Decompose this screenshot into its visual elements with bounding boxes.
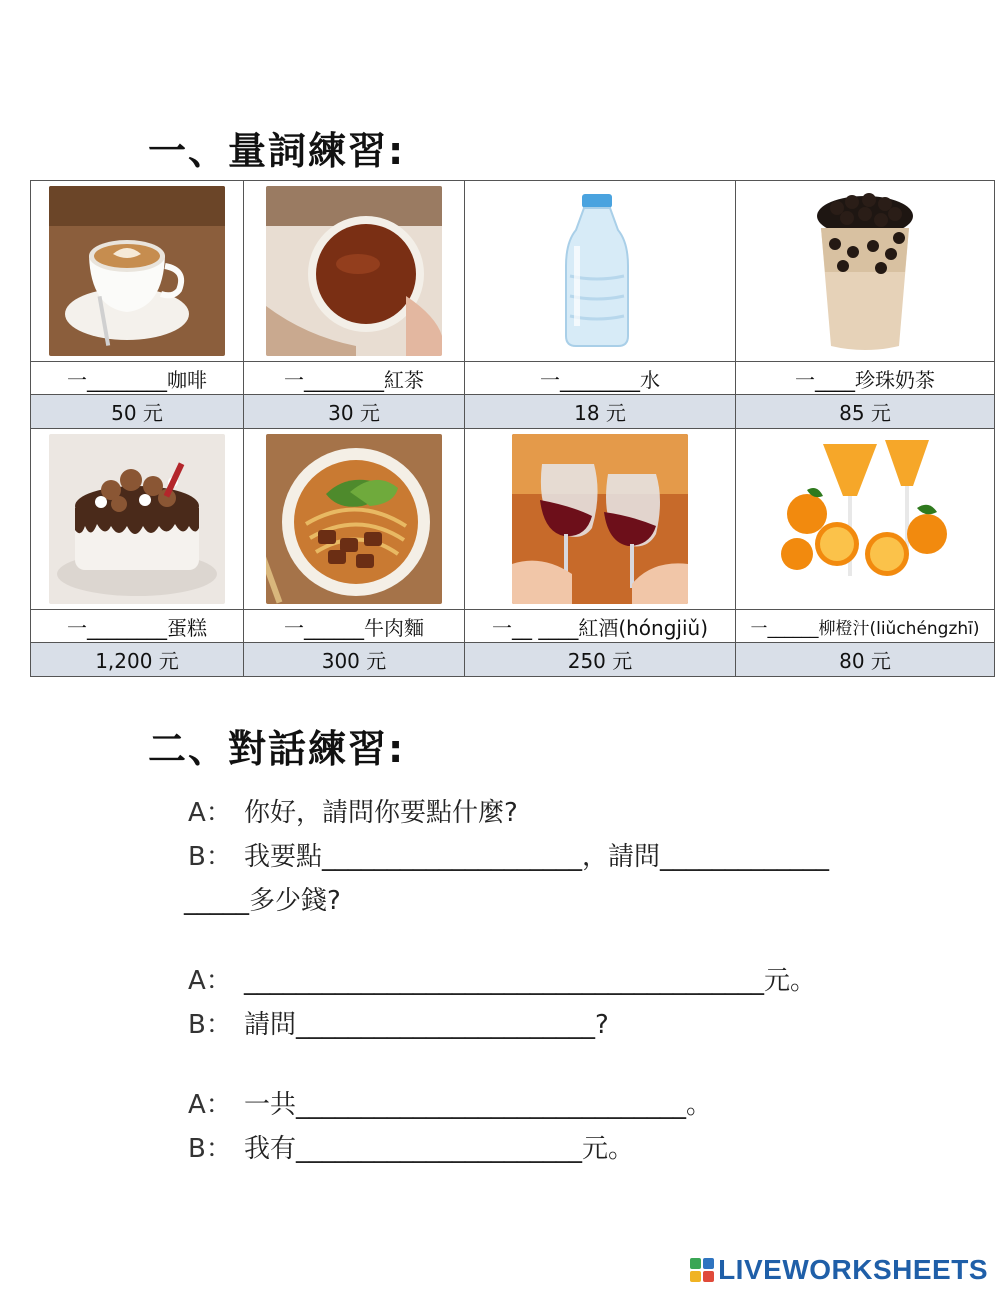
item-label: 一______牛肉麵 <box>244 610 465 643</box>
section-title-dialogue: 二、對話練習: <box>148 727 406 771</box>
dialogue-speaker: B： <box>188 842 232 872</box>
dialogue-text: 我有______________________元。 <box>244 1134 635 1164</box>
dialogue-speaker: A： <box>188 1090 232 1120</box>
dialogue-line <box>188 1084 712 1121</box>
item-label: 一____珍珠奶茶 <box>736 362 995 395</box>
dialogue-line <box>188 1004 609 1041</box>
orange-juice-image <box>765 434 965 604</box>
item-label: 一________咖啡 <box>31 362 244 395</box>
dialogue-text: 請問_______________________? <box>244 1010 609 1040</box>
item-label: 一________紅茶 <box>244 362 465 395</box>
coffee-image <box>49 186 225 356</box>
item-price: 1,200 元 <box>31 643 244 677</box>
black-tea-image <box>266 186 442 356</box>
vocabulary-table <box>30 180 995 677</box>
dialogue-line <box>188 836 829 873</box>
item-label: 一______柳橙汁(liǔchéngzhī) <box>736 610 995 643</box>
dialogue-line <box>184 880 341 917</box>
dialogue-text: 你好，請問你要點什麼? <box>244 798 518 828</box>
item-price: 80 元 <box>736 643 995 677</box>
item-label: 一__ ____紅酒(hóngjiǔ) <box>465 610 736 643</box>
item-label: 一________蛋糕 <box>31 610 244 643</box>
red-wine-image <box>512 434 688 604</box>
chocolate-cake-image <box>49 434 225 604</box>
section-title-measure-words: 一、量詞練習: <box>148 129 406 173</box>
item-price: 18 元 <box>465 395 736 429</box>
dialogue-line <box>188 792 518 829</box>
beef-noodles-image <box>266 434 442 604</box>
dialogue-text: _____多少錢? <box>184 886 341 916</box>
water-bottle-image <box>512 186 688 356</box>
logo-wordmark: LIVEWORKSHEETS <box>718 1254 988 1285</box>
item-price: 300 元 <box>244 643 465 677</box>
item-price: 250 元 <box>465 643 736 677</box>
dialogue-line <box>188 1128 634 1165</box>
liveworksheets-logo <box>690 1254 988 1286</box>
dialogue-speaker: A： <box>188 966 232 996</box>
item-price: 50 元 <box>31 395 244 429</box>
item-price: 30 元 <box>244 395 465 429</box>
dialogue-line <box>188 960 816 997</box>
dialogue-speaker: B： <box>188 1010 232 1040</box>
dialogue-text: 一共______________________________。 <box>244 1090 713 1120</box>
dialogue-speaker: A： <box>188 798 232 828</box>
dialogue-speaker: B： <box>188 1134 232 1164</box>
item-price: 85 元 <box>736 395 995 429</box>
item-label: 一________水 <box>465 362 736 395</box>
bubble-milk-tea-image <box>777 186 953 356</box>
dialogue-text: 我要點____________________，請問_____________ <box>244 842 830 872</box>
logo-blocks-icon <box>690 1258 714 1282</box>
dialogue-text: ________________________________________元。 <box>244 966 817 996</box>
